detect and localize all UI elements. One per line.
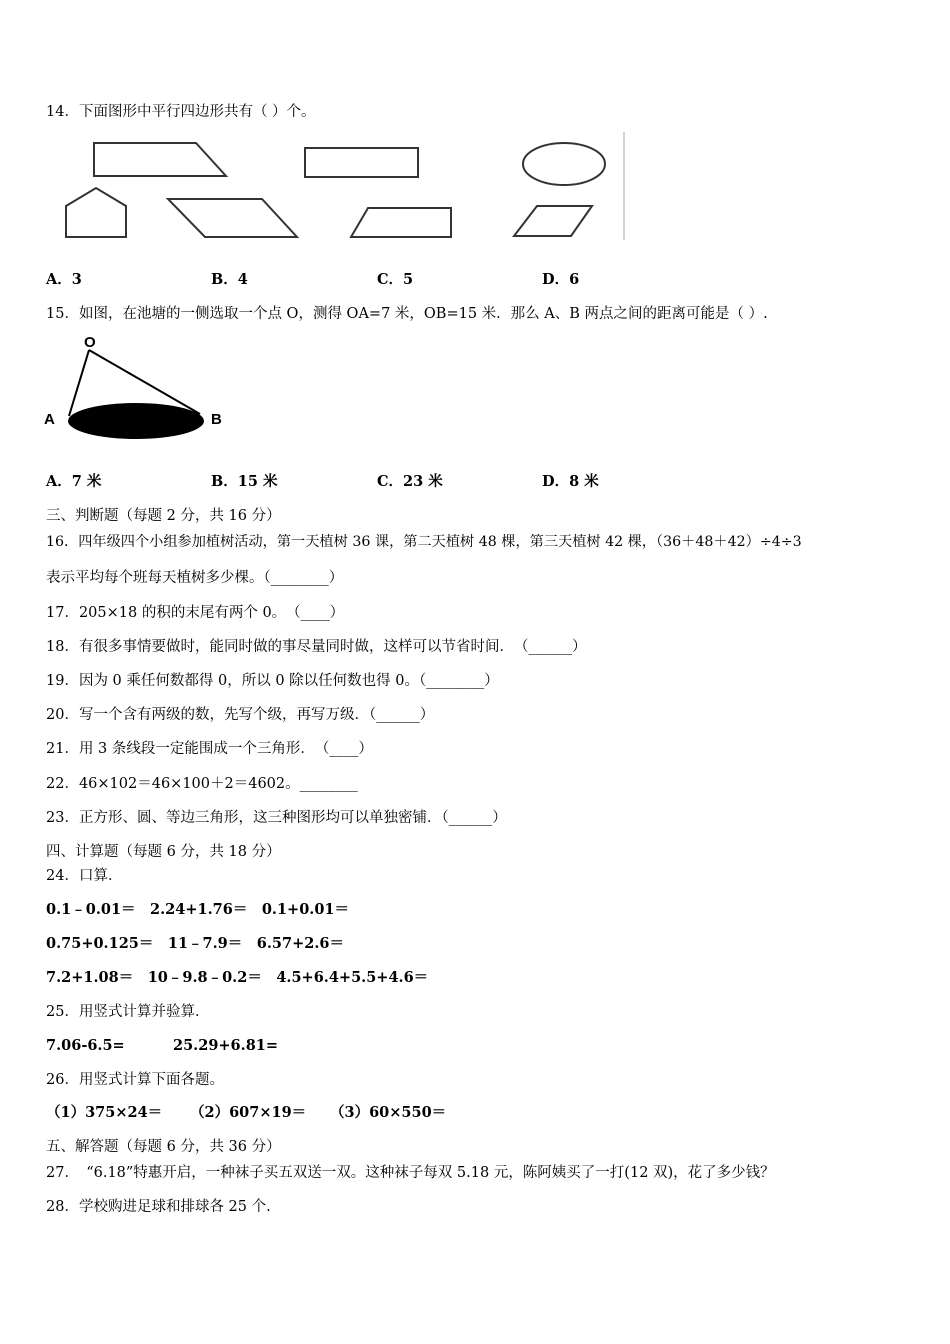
q14-text: 14．下面图形中平行四边形共有（ ）个。 bbox=[46, 104, 316, 120]
q14-option-d[interactable]: D．6 bbox=[542, 271, 580, 288]
q16-line-1: 16．四年级四个小组参加植树活动，第一天植树 36 课，第二天植树 48 棵，第三天植树 42 棵，（36＋48＋42）÷4÷3 bbox=[46, 534, 802, 550]
q25-item-1: 7.06-6.5= bbox=[46, 1037, 125, 1054]
q17-text: 17．205×18 的积的末尾有两个 0。 （____） bbox=[46, 605, 345, 621]
q24-row-3: 7.2+1.08＝ 10﹣9.8﹣0.2＝ 4.5+6.4+5.5+4.6＝ bbox=[46, 969, 429, 986]
q26-item-3: （3）60×550＝ bbox=[330, 1104, 447, 1121]
q14-option-c[interactable]: C．5 bbox=[377, 271, 414, 288]
q27-text: 27． “6.18”特惠开启，一种袜子买五双送一双。这种袜子每双 5.18 元，陈阿姨买了一打(12 双)，花了多少钱？ bbox=[46, 1165, 775, 1181]
q24-text: 24．口算． bbox=[46, 868, 123, 884]
q15-option-a[interactable]: A．7 米 bbox=[46, 473, 102, 490]
point-o-label: O bbox=[84, 334, 96, 351]
q26-item-2: （2）607×19＝ bbox=[190, 1104, 307, 1121]
q15-text: 15．如图，在池塘的一侧选取一个点 O，测得 OA=7 米，OB=15 米．那么 A、B 两点之间的距离可能是（ ）. bbox=[46, 306, 768, 322]
section-4-heading: 四、计算题（每题 6 分，共 18 分） bbox=[46, 844, 281, 860]
q28-text: 28．学校购进足球和排球各 25 个. bbox=[46, 1199, 271, 1215]
q15-option-c[interactable]: C．23 米 bbox=[377, 473, 443, 490]
q14-option-b[interactable]: B．4 bbox=[211, 271, 248, 288]
q15-option-d[interactable]: D．8 米 bbox=[542, 473, 599, 490]
q15-option-b[interactable]: B．15 米 bbox=[211, 473, 278, 490]
q26-text: 26．用竖式计算下面各题。 bbox=[46, 1072, 224, 1088]
pond-figure bbox=[0, 0, 950, 460]
q18-text: 18．有很多事情要做时，能同时做的事尽量同时做，这样可以节省时间． （______） bbox=[46, 639, 587, 655]
q19-text: 19．因为 0 乘任何数都得 0，所以 0 除以任何数也得 0。（________） bbox=[46, 673, 499, 689]
q25-text: 25．用竖式计算并验算． bbox=[46, 1004, 210, 1020]
q26-item-1: （1）375×24＝ bbox=[46, 1104, 163, 1121]
q22-text: 22．46×102＝46×100＋2＝4602。________ bbox=[46, 776, 358, 792]
q24-row-1: 0.1﹣0.01＝ 2.24+1.76＝ 0.1+0.01＝ bbox=[46, 901, 350, 918]
section-3-heading: 三、判断题（每题 2 分，共 16 分） bbox=[46, 508, 281, 524]
q20-text: 20．写一个含有两级的数，先写个级，再写万级．（______） bbox=[46, 707, 435, 723]
point-b-label: B bbox=[211, 411, 222, 428]
section-5-heading: 五、解答题（每题 6 分，共 36 分） bbox=[46, 1139, 281, 1155]
q16-line-2: 表示平均每个班每天植树多少棵。（________） bbox=[46, 570, 344, 586]
q21-text: 21．用 3 条线段一定能围成一个三角形． （____） bbox=[46, 741, 373, 757]
q23-text: 23．正方形、圆、等边三角形，这三种图形均可以单独密铺．（______） bbox=[46, 810, 507, 826]
point-a-label: A bbox=[44, 411, 55, 428]
pond-shape bbox=[68, 403, 204, 439]
q24-row-2: 0.75+0.125＝ 11﹣7.9＝ 6.57+2.6＝ bbox=[46, 935, 344, 952]
q14-option-a[interactable]: A．3 bbox=[46, 271, 82, 288]
q25-item-2: 25.29+6.81= bbox=[173, 1037, 279, 1054]
